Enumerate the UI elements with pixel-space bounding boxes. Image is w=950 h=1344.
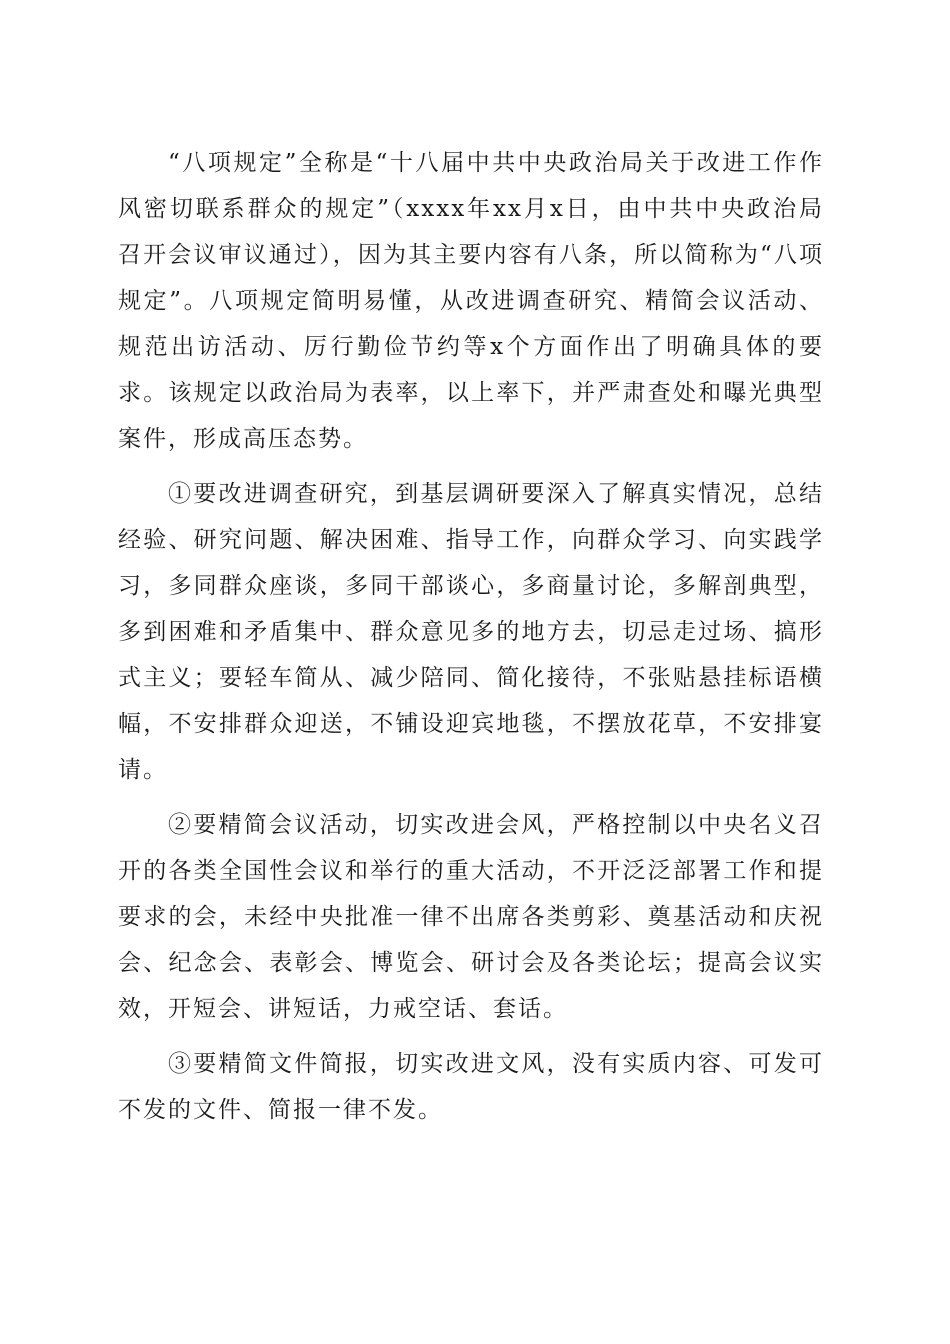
paragraph-item-2: ②要精简会议活动，切实改进会风，严格控制以中央名义召开的各类全国性会议和举行的重大活动，不开泛泛部署工作和提要求的会，未经中央批准一律不出席各类剪彩、奠基活动和庆祝会、纪念会、表彰会、博览会、研讨会及各类论坛；提高会议实效，开短会、讲短话，力戒空话、套话。	[118, 812, 824, 1022]
paragraph-item-3: ③要精简文件简报，切实改进文风，没有实质内容、可发可不发的文件、简报一律不发。	[118, 1051, 824, 1123]
paragraph-intro: “八项规定”全称是“十八届中共中央政治局关于改进工作作风密切联系群众的规定”（xxxx年xx月x日，由中共中央政治局召开会议审议通过），因为其主要内容有八条，所以简称为“八项规定”。八项规定简明易懂，从改进调查研究、精简会议活动、规范出访活动、厉行勤俭节约等x个方面作出了明确具体的要求。该规定以政治局为表率，以上率下，并严肃查处和曝光典型案件，形成高压态势。	[118, 150, 824, 452]
paragraph-item-1: ①要改进调查研究，到基层调研要深入了解真实情况，总结经验、研究问题、解决困难、指导工作，向群众学习、向实践学习，多同群众座谈，多同干部谈心，多商量讨论，多解剖典型，多到困难和矛盾集中、群众意见多的地方去，切忌走过场、搞形式主义；要轻车简从、减少陪同、简化接待，不张贴悬挂标语横幅，不安排群众迎送，不铺设迎宾地毯，不摆放花草，不安排宴请。	[118, 481, 824, 783]
document-body	[118, 140, 824, 1133]
